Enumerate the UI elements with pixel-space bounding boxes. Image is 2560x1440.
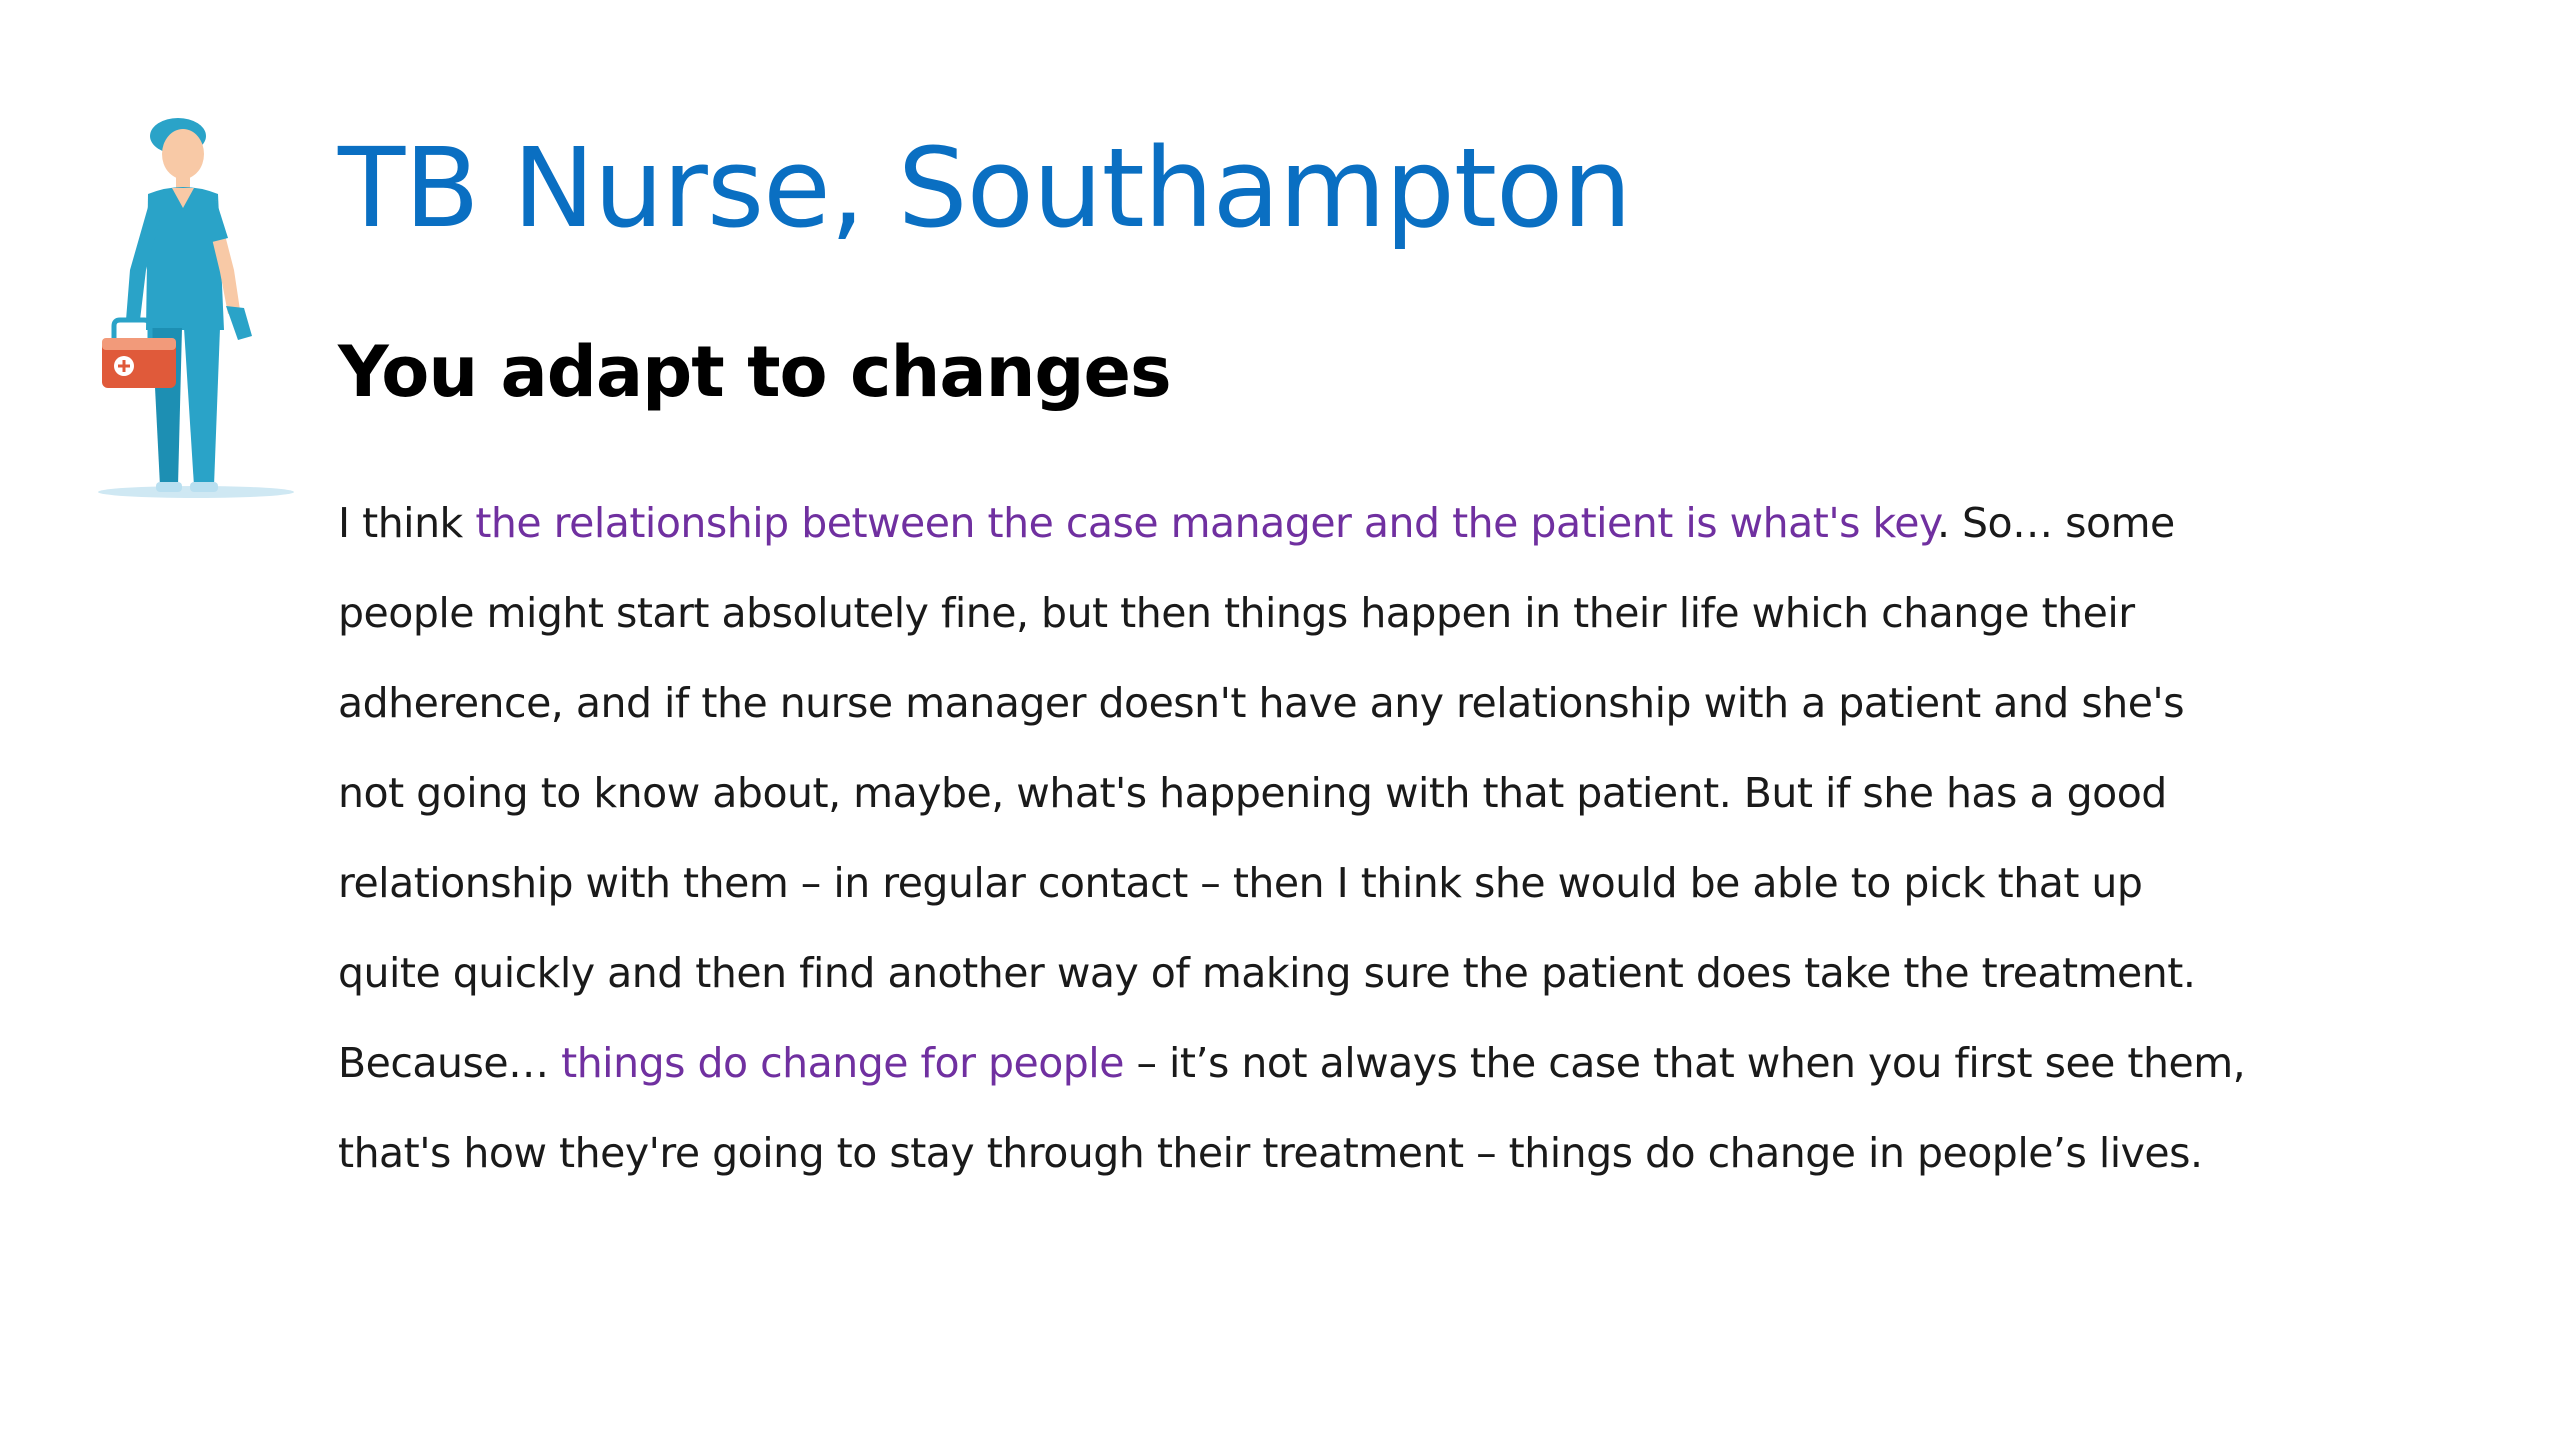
quote-line-5: relationship with them – in regular contact – then I think she would be able to pick that up [338, 859, 2143, 907]
quote-line-3: adherence, and if the nurse manager doesn't have any relationship with a patient and she's [338, 679, 2185, 727]
quote-text: . So… some [1936, 499, 2175, 547]
quote-line-1 [338, 478, 2338, 568]
page-title: TB Nurse, Southampton [338, 124, 1631, 252]
section-heading: You adapt to changes [338, 331, 1171, 413]
quote-line-8: that's how they're going to stay through their treatment – things do change in people’s lives. [338, 1129, 2203, 1177]
quote-line-6: quite quickly and then find another way of making sure the patient does take the treatment. [338, 949, 2196, 997]
nurse-with-cooler-icon [86, 110, 306, 510]
quote-text: I think [338, 499, 476, 547]
quote-highlight: the relationship between the case manager and the patient is what's key [475, 499, 1937, 547]
quote-text: Because… [338, 1039, 562, 1087]
quote-text: – it’s not always the case that when you first see them, [1123, 1039, 2246, 1087]
quote-line-2: people might start absolutely fine, but then things happen in their life which change their [338, 589, 2135, 637]
quote-line-7 [338, 1018, 2338, 1108]
quote-highlight: things do change for people [561, 1039, 1124, 1087]
quote-line-4: not going to know about, maybe, what's happening with that patient. But if she has a good [338, 769, 2167, 817]
quote-paragraph [338, 478, 2338, 1198]
